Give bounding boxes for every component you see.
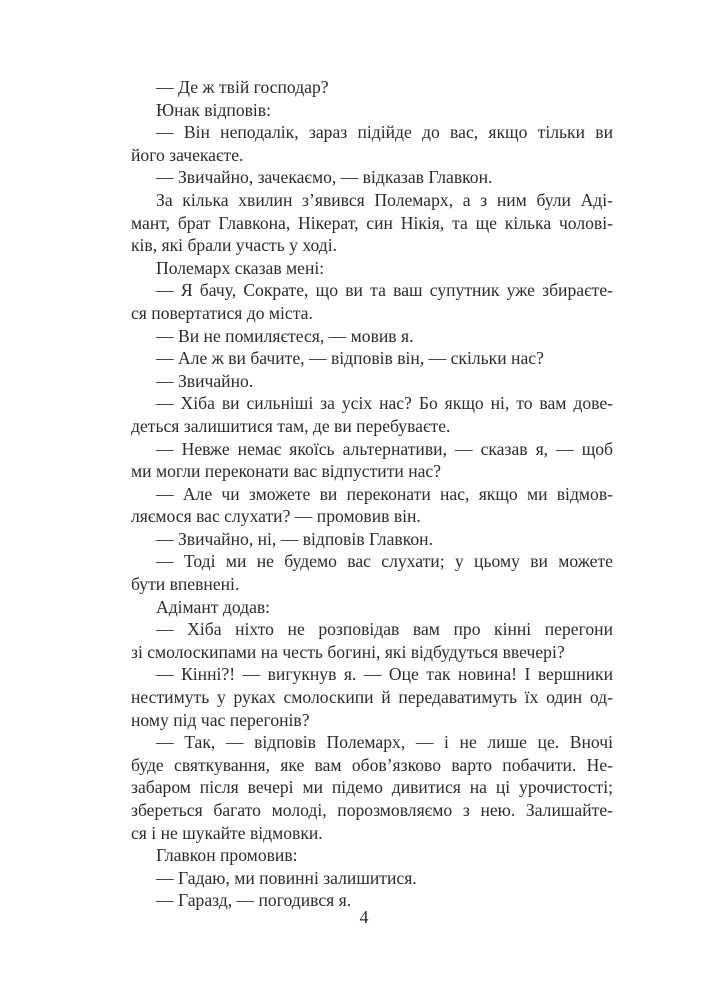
text-line: — Гадаю, ми повинні залишитися.	[156, 867, 417, 888]
page-text	[131, 76, 613, 912]
text-line: ми могли переконати вас відпустити нас?	[131, 461, 442, 482]
text-line: — Так, — відповів Полемарх, — і не лише це. Вночі	[156, 732, 613, 753]
page-number: 4	[359, 907, 369, 927]
text-line: За кілька хвилин з’явився Полемарх, а з ним були Аді-	[156, 189, 613, 210]
text-line: ному під час перегонів?	[131, 709, 310, 730]
text-line: буде святкування, яке вам обов’язково варто побачити. Не-	[131, 754, 613, 775]
text-line: — Ви не помиляєтеся, — мовив я.	[156, 325, 414, 346]
text-line: мант, брат Главкона, Нікерат, син Нікія, та ще кілька чолові-	[131, 212, 613, 233]
text-line: — Гаразд, — погодився я.	[156, 890, 352, 911]
text-line: — Але ж ви бачите, — відповів він, — скільки нас?	[156, 348, 544, 369]
text-line: бути впевнені.	[131, 574, 240, 595]
text-line: Юнак відповів:	[156, 99, 272, 120]
text-line: забаром після вечері ми підемо дивитися на ці урочистості;	[131, 777, 613, 798]
text-line: — Я бачу, Сократе, що ви та ваш супутник уже збираєте-	[156, 280, 613, 301]
text-line: — Тоді ми не будемо вас слухати; у цьому ви можете	[156, 551, 613, 572]
text-line: Адімант додав:	[156, 596, 271, 617]
text-line: ся і не шукайте відмовки.	[131, 822, 323, 843]
text-line: деться залишитися там, де ви перебуваєте.	[131, 415, 451, 436]
text-line: його зачекаєте.	[131, 144, 244, 165]
text-line: — Але чи зможете ви переконати нас, якщо ми відмов-	[156, 483, 613, 504]
text-line: ків, які брали участь у ході.	[131, 235, 337, 256]
text-line: — Хіба ніхто не розповідав вам про кінні перегони	[156, 619, 613, 640]
text-line: ляємося вас слухати? — промовив він.	[131, 506, 421, 527]
text-line: — Звичайно.	[156, 370, 254, 391]
text-line: — Він неподалік, зараз підійде до вас, якщо тільки ви	[156, 122, 613, 143]
text-line: — Звичайно, зачекаємо, — відказав Главкон.	[156, 167, 493, 188]
text-line: нестимуть у руках смолоскипи й передаватимуть їх один од-	[131, 687, 613, 708]
text-line: ся повертатися до міста.	[131, 302, 313, 323]
text-line: збереться багато молоді, порозмовляємо з нею. Залишайте-	[131, 800, 613, 820]
text-line: — Звичайно, ні, — відповів Главкон.	[156, 528, 433, 549]
text-line: зі смолоскипами на честь богині, які відбудуться ввечері?	[131, 641, 565, 662]
text-line: Полемарх сказав мені:	[156, 257, 325, 278]
text-line: — Хіба ви сильніші за усіх нас? Бо якщо ні, то вам дове-	[156, 393, 613, 414]
text-line: — Невже немає якоїсь альтернативи, — сказав я, — щоб	[156, 438, 613, 459]
text-line: — Кінні?! — вигукнув я. — Оце так новина! І вершники	[156, 664, 613, 685]
text-line: Главкон промовив:	[156, 845, 298, 866]
text-line: — Де ж твій господар?	[156, 77, 329, 97]
